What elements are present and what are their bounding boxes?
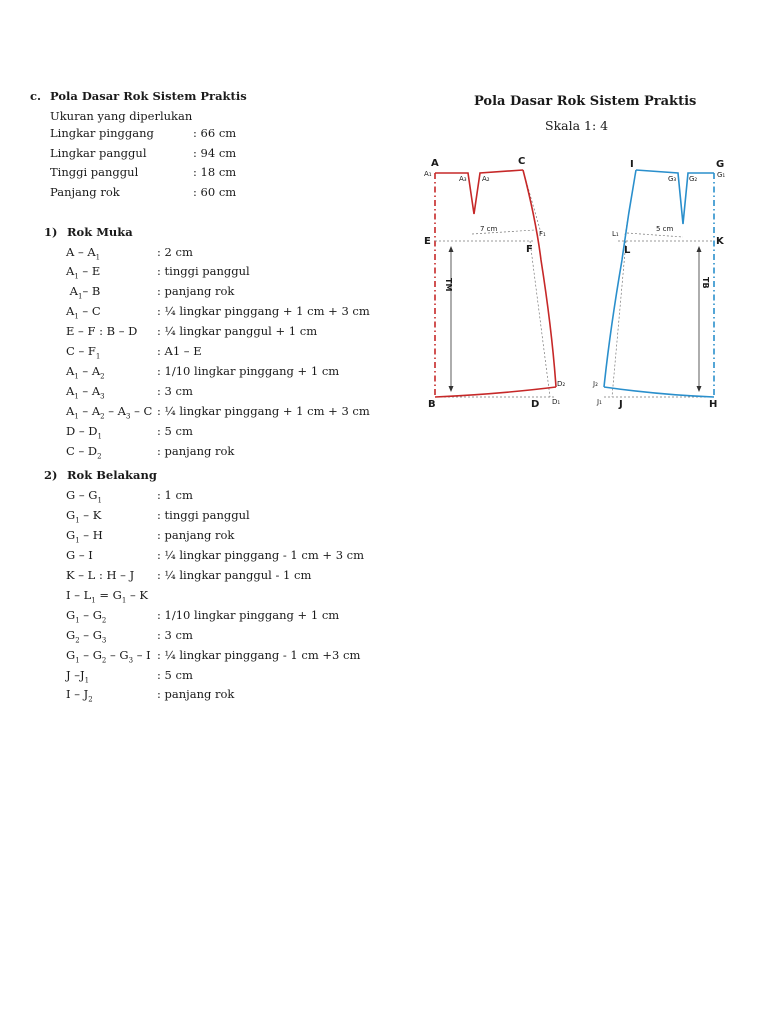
- front-formula-value: : panjang rok: [157, 444, 235, 458]
- back-label-g: G: [716, 159, 725, 170]
- back-formula-key: J $-J_1$: [66, 668, 90, 685]
- front-label-a2: A₂: [482, 175, 490, 183]
- back-formula-value: : 1/10 lingkar pinggang + 1 cm: [157, 608, 340, 622]
- back-formula-value: : ¼ lingkar pinggang - 1 cm +3 cm: [157, 648, 361, 662]
- front-label-d: D: [531, 399, 540, 410]
- front-formula-value: : 3 cm: [157, 384, 193, 398]
- front-formula-value: : panjang rok: [157, 284, 235, 298]
- measurement-label: Lingkar pinggang: [50, 126, 154, 140]
- section-title: Pola Dasar Rok Sistem Praktis: [50, 89, 247, 103]
- figure-title: Pola Dasar Rok Sistem Praktis: [474, 94, 697, 109]
- back-formula-value: : ¼ lingkar panggul - 1 cm: [157, 568, 312, 582]
- back-formula-value: : 5 cm: [157, 668, 193, 682]
- front-waist-line: [435, 170, 523, 214]
- front-label-a: A: [431, 158, 439, 169]
- front-pattern: [424, 156, 565, 410]
- measurement-label: Panjang rok: [50, 185, 120, 199]
- back-formula-value: : 3 cm: [157, 628, 193, 642]
- front-label-b: B: [428, 399, 436, 410]
- front-label-e: E: [424, 236, 431, 247]
- back-formula-value: : panjang rok: [157, 687, 235, 701]
- back-label-k: K: [716, 236, 724, 247]
- front-side-seam: [523, 170, 556, 387]
- back-label-j1: J₁: [597, 398, 602, 406]
- front-formula-key: A – $A_1$: [66, 245, 101, 262]
- back-formula-key: I – $J_2$: [66, 687, 93, 704]
- section-letter: c.: [30, 89, 42, 103]
- back-number: 2): [44, 468, 58, 482]
- front-label-f: F: [526, 244, 533, 255]
- back-label-g1: G₁: [717, 171, 726, 179]
- back-title: Rok Belakang: [67, 468, 157, 482]
- front-tm-label: TM: [444, 278, 453, 292]
- front-formula-key: $A_1$ – C: [66, 304, 101, 321]
- front-formula-value: : ¼ lingkar panggul + 1 cm: [157, 324, 318, 338]
- back-dart-label: 5 cm: [656, 225, 674, 233]
- back-label-g3: G₃: [668, 175, 677, 183]
- front-label-d1: D₁: [552, 398, 561, 406]
- front-formula-key: D – $D_1$: [66, 424, 102, 441]
- back-formula-key: $I - L_1 = G_1 - K$: [66, 588, 148, 605]
- back-label-l: L: [624, 245, 631, 256]
- front-formula-key: C – $D_2$: [66, 444, 102, 461]
- front-number: 1): [44, 225, 58, 239]
- front-formula-key: E – F : B – D: [66, 324, 138, 338]
- front-formula-key: C – $F_1$: [66, 344, 101, 361]
- front-formula-key: $A_1$ – E: [66, 264, 101, 281]
- back-formula-value: : ¼ lingkar pinggang - 1 cm + 3 cm: [157, 548, 365, 562]
- measurement-label: Lingkar panggul: [50, 146, 147, 160]
- back-label-i: I: [630, 159, 634, 170]
- front-formula-value: : ¼ lingkar pinggang + 1 cm + 3 cm: [157, 304, 370, 318]
- back-formula-key: $G_1$ – K: [66, 508, 102, 525]
- back-formula-key: $G_2 - G_3$: [66, 628, 107, 645]
- back-formula-key: $G_1 - G_2 - G_3$ – I: [66, 648, 151, 665]
- front-formula-value: : 2 cm: [157, 245, 193, 259]
- figure-scale: Skala 1: 4: [545, 118, 609, 133]
- front-formula-key: $A_1 - A_2$: [66, 364, 105, 381]
- back-formula-key: G – $G_1$: [66, 488, 102, 505]
- front-formula-value: : A1 – E: [157, 344, 202, 358]
- back-formula-value: : panjang rok: [157, 528, 235, 542]
- back-formula-key: G – I: [66, 548, 93, 562]
- back-tb-label: TB: [701, 277, 710, 289]
- back-dart-measure: [627, 233, 683, 237]
- back-label-j: J: [619, 399, 623, 410]
- back-formula-key: K – L : H – J: [66, 568, 135, 582]
- back-pattern: [592, 159, 725, 410]
- back-formula-value: : 1 cm: [157, 488, 193, 502]
- measurement-value: : 94 cm: [193, 146, 237, 160]
- back-side-guide-lower: [612, 241, 626, 397]
- measurements-heading: Ukuran yang diperlukan: [50, 109, 193, 123]
- front-dart-label: 7 cm: [480, 225, 498, 233]
- back-label-g2: G₂: [689, 175, 698, 183]
- measurement-value: : 60 cm: [193, 185, 237, 199]
- front-hem-line: [435, 387, 556, 397]
- back-label-j2: J₂: [593, 380, 598, 388]
- back-formula-key: $G_1 - G_2$: [66, 608, 107, 625]
- front-label-a3: A₃: [459, 175, 467, 183]
- back-formula-value: : tinggi panggul: [157, 508, 250, 522]
- front-formula-value: : 5 cm: [157, 424, 193, 438]
- front-formula-key: $A_1 - A_3$: [66, 384, 105, 401]
- measurement-value: : 18 cm: [193, 165, 237, 179]
- measurement-value: : 66 cm: [193, 126, 237, 140]
- front-formula-value: : tinggi panggul: [157, 264, 250, 278]
- front-title: Rok Muka: [67, 225, 133, 239]
- front-formula-key: $A_1 - A_2 - A_3$ – C: [66, 404, 153, 421]
- front-label-f1: F₁: [539, 230, 546, 238]
- back-formula-key: $G_1$ – H: [66, 528, 103, 545]
- front-label-d2: D₂: [557, 380, 566, 388]
- back-hem-line: [604, 387, 714, 397]
- front-formula-value: : ¼ lingkar pinggang + 1 cm + 3 cm: [157, 404, 370, 418]
- front-side-guide-lower: [530, 241, 550, 397]
- measurement-label: Tinggi panggul: [50, 165, 139, 179]
- front-formula-value: : 1/10 lingkar pinggang + 1 cm: [157, 364, 340, 378]
- back-side-seam: [604, 170, 636, 387]
- front-formula-key: $A_1-$ B: [66, 284, 101, 301]
- front-label-a1: A₁: [424, 170, 432, 178]
- front-label-c: C: [518, 156, 526, 167]
- back-label-h: H: [709, 399, 718, 410]
- back-label-l1: L₁: [612, 230, 619, 238]
